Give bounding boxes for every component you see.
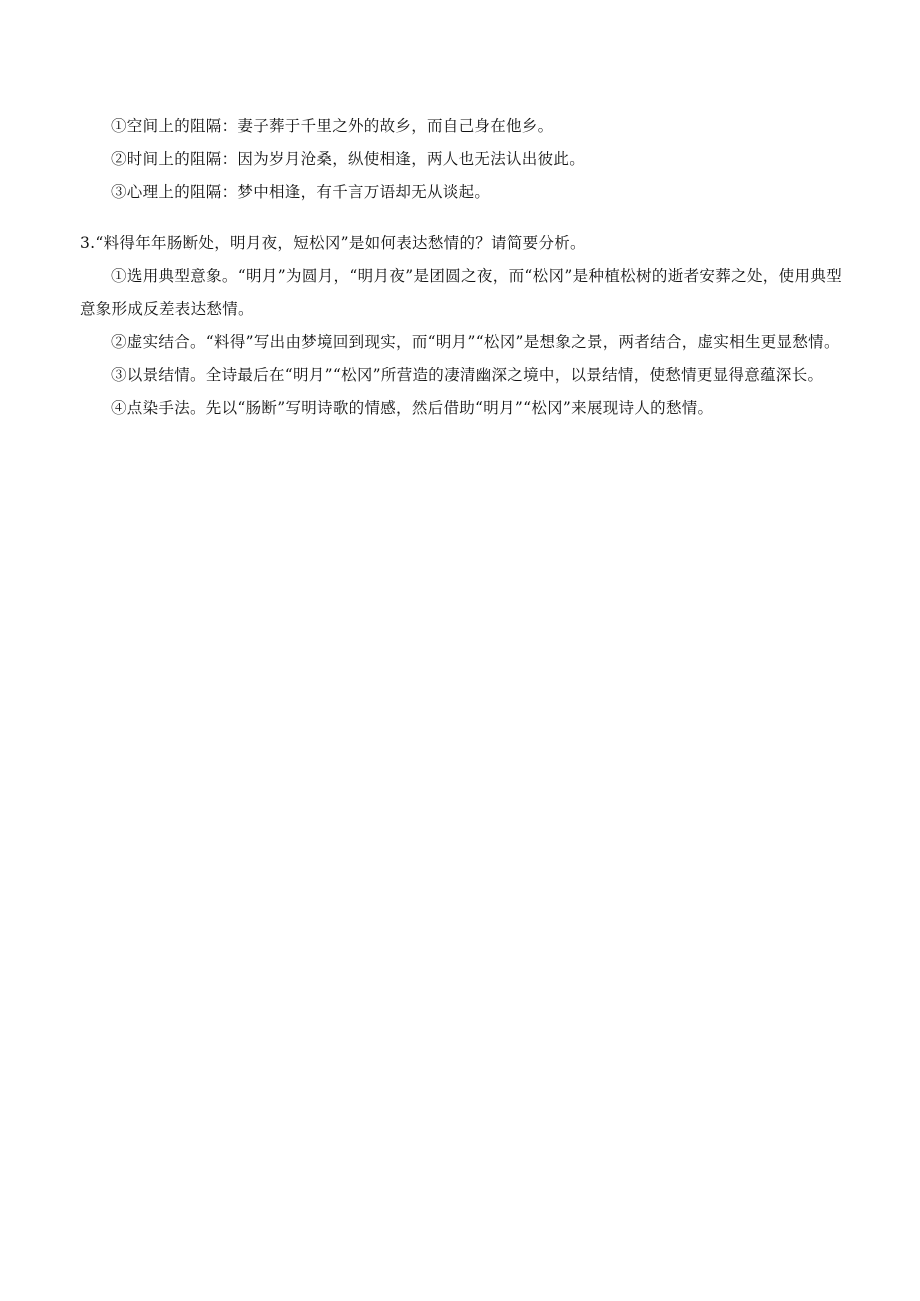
answer-point-1: ①选用典型意象。“明月”为圆月，“明月夜”是团圆之夜，而“松冈”是种植松树的逝者安葬之处，使用典型意象形成反差表达愁情。 <box>80 267 842 318</box>
answer-point-3: ③以景结情。全诗最后在“明月”“松冈”所营造的凄清幽深之境中，以景结情，使愁情更显得意蕴深长。 <box>111 366 824 384</box>
question-3-title: 3.“料得年年肠断处，明月夜，短松冈”是如何表达愁情的？请简要分析。 <box>80 234 586 252</box>
answer-point-4: ④点染手法。先以“肠断”写明诗歌的情感，然后借助“明月”“松冈”来展现诗人的愁情。 <box>111 399 714 417</box>
answer-point-2: ②虚实结合。“料得”写出由梦境回到现实，而“明月”“松冈”是想象之景，两者结合，虚实相生更显愁情。 <box>111 333 840 351</box>
prev-point-3: ③心理上的阻隔：梦中相逢，有千言万语却无从谈起。 <box>111 183 491 201</box>
prev-point-1: ①空间上的阻隔：妻子葬于千里之外的故乡，而自己身在他乡。 <box>111 117 554 135</box>
prev-point-2: ②时间上的阻隔：因为岁月沧桑，纵使相逢，两人也无法认出彼此。 <box>111 150 586 168</box>
document-content <box>80 110 842 425</box>
